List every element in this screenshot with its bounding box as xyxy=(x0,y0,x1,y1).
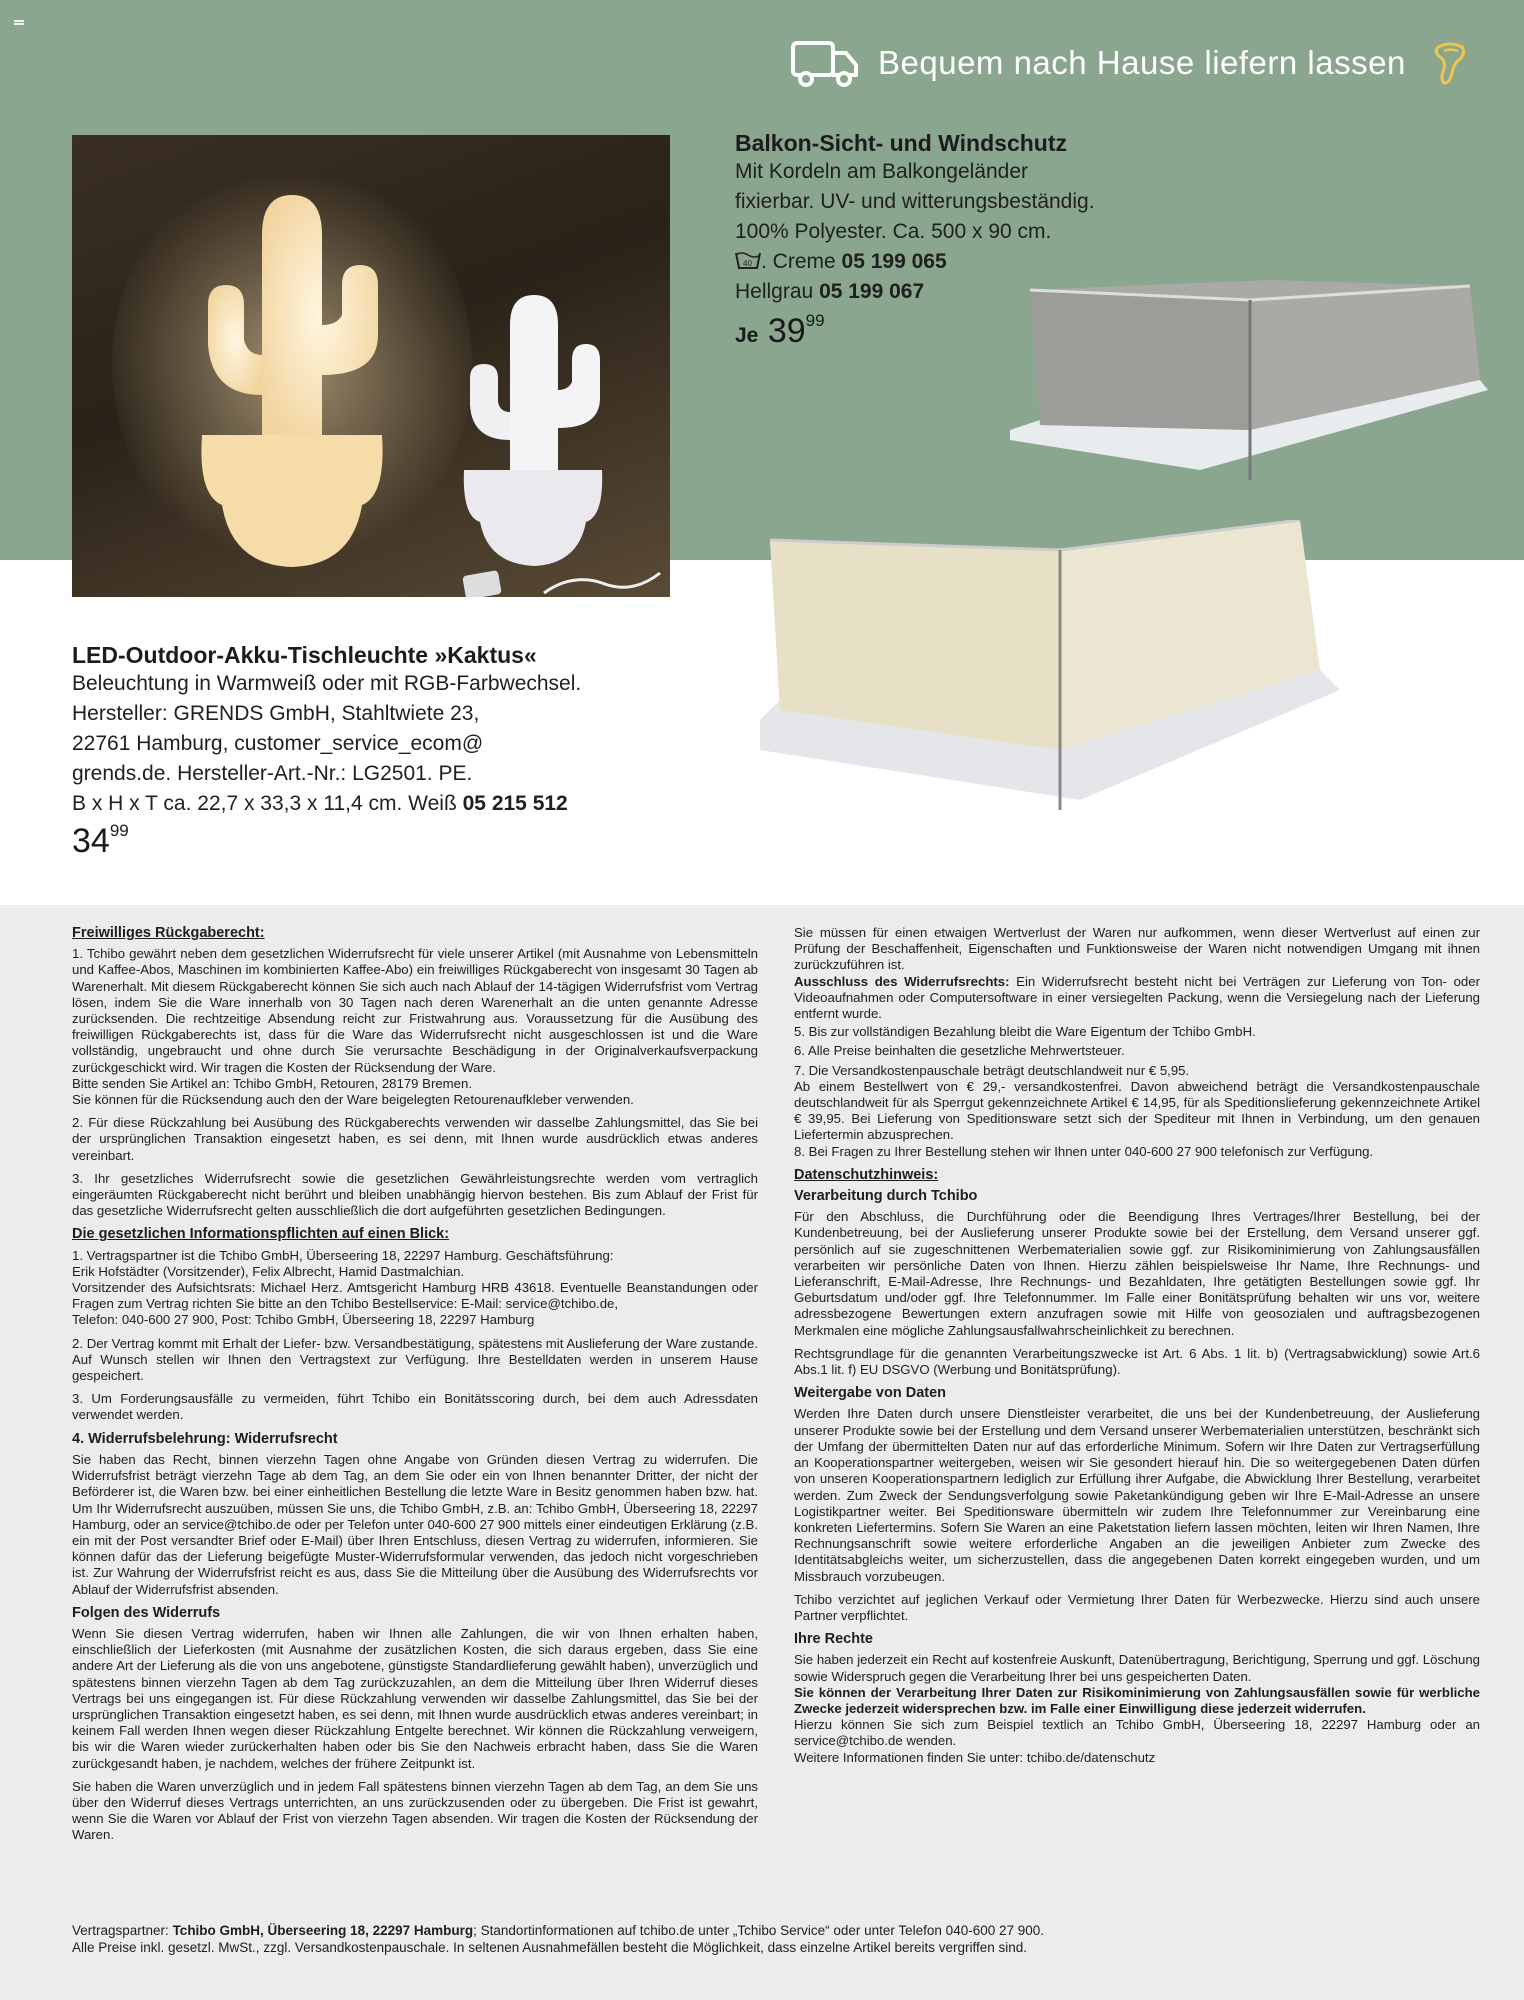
price-euros: 34 xyxy=(72,822,110,860)
heading-ihre-rechte: Ihre Rechte xyxy=(794,1631,873,1648)
legal-paragraph: Sie können der Verarbeitung Ihrer Daten zur Risikominimierung von Zahlungsausfällen sowie für werbliche Zwecke jederzeit widersprechen bzw. im Falle einer Einwilligung diese jederzeit widerrufen. xyxy=(794,1684,1480,1716)
balcony-creme-line xyxy=(735,247,1155,277)
legal-paragraph: Wenn Sie diesen Vertrag widerrufen, haben wir Ihnen alle Zahlungen, die wir von Ihnen erhalten haben, einschließlich der Lieferkosten (mit Ausnahme der zusätzlichen Kosten, die sich daraus ergeben, dass Sie eine andere Art der Lieferung als die von uns angebotene, günstigste Standardlieferung gewählt haben), unverzüglich und spätestens binnen vierzehn Tagen ab dem Tag zurückzuzahlen, an dem die Mitteilung über Ihren Widerruf dieses Vertrags bei uns eingegangen ist. Für diese Rückzahlung verwenden wir dasselbe Zahlungsmittel, das Sie bei der ursprünglichen Transaktion eingesetzt haben, es sei denn, mit Ihnen wurde ausdrücklich etwas anderes vereinbart; in keinem Fall werden Ihnen wegen dieser Rückzahlung Entgelte berechnet. Wir können die Rückzahlung verweigern, bis wir die Waren wieder zurückerhalten haben oder bis Sie den Nachweis erbracht haben, dass Sie die Waren zurückgesandt haben, je nachdem, welches der frühere Zeitpunkt ist. xyxy=(72,1625,758,1771)
legal-paragraph: 3. Um Forderungsausfälle zu vermeiden, führt Tchibo ein Bonitätsscoring durch, bei dem auch Adressdaten verwendet werden. xyxy=(72,1391,758,1423)
heading-weitergabe: Weitergabe von Daten xyxy=(794,1385,947,1402)
balcony-line-3: 100% Polyester. Ca. 500 x 90 cm. xyxy=(735,220,1052,243)
legal-paragraph: Sie können für die Rücksendung auch den der Ware beigelegten Retourenaufkleber verwenden. xyxy=(72,1092,634,1108)
cactus-line-4: grends.de. Hersteller-Art.-Nr.: LG2501. PE. xyxy=(72,762,473,785)
cactus-line-1: Beleuchtung in Warmweiß oder mit RGB-Farbwechsel. xyxy=(72,672,582,695)
legal-paragraph: Rechtsgrundlage für die genannten Verarbeitungszwecke ist Art. 6 Abs. 1 lit. b) (Vertragsabwicklung) sowie Art.6 Abs.1 lit. f) EU DSGVO (Werbung und Bonitätsprüfung). xyxy=(794,1345,1480,1378)
wash-40-icon xyxy=(735,250,761,270)
legal-paragraph: 8. Bei Fragen zu Ihrer Bestellung stehen wir Ihnen unter 040-600 27 900 telefonisch zur Verfügung. xyxy=(794,1143,1374,1159)
cactus-lamp-white xyxy=(442,280,622,570)
legal-paragraph: Erik Hofstädter (Vorsitzender), Felix Albrecht, Hamid Dastmalchian. xyxy=(72,1263,465,1279)
legal-paragraph: 2. Für diese Rückzahlung bei Ausübung des Rückgaberechts verwenden wir dasselbe Zahlungsmittel, das Sie bei der ursprünglichen Transaktion eingesetzt haben, es sei denn, mit Ihnen wurde ausdrücklich etwas anderes vereinbart. xyxy=(72,1115,758,1163)
hellgrau-label: Hellgrau xyxy=(735,280,814,303)
footer-line-1 xyxy=(72,1922,1462,1939)
cactus-dimensions: B x H x T ca. 22,7 x 33,3 x 11,4 cm. Weiß xyxy=(72,792,457,815)
cactus-price xyxy=(72,821,692,861)
legal-paragraph: Sie haben die Waren unverzüglich und in jedem Fall spätestens binnen vierzehn Tagen ab dem Tag, an dem Sie uns über den Widerruf dieses Vertrags unterrichten, an uns zurückzusenden oder zu übergeben. Die Frist ist gewahrt, wenn Sie die Waren vor Ablauf der Frist von vierzehn Tagen absenden. Wir tragen die Kosten der Rücksendung der Waren. xyxy=(72,1778,758,1843)
heading-verarbeitung: Verarbeitung durch Tchibo xyxy=(794,1188,978,1205)
balcony-line-1: Mit Kordeln am Balkongeländer xyxy=(735,160,1028,183)
cactus-title: LED-Outdoor-Akku-Tischleuchte »Kaktus« xyxy=(72,642,537,668)
legal-paragraph: Telefon: 040-600 27 900, Post: Tchibo GmbH, Überseering 18, 22297 Hamburg xyxy=(72,1312,535,1328)
price-cents: 99 xyxy=(805,311,825,330)
ausschluss-text: Ein Widerrufsrecht besteht nicht bei Verträgen zur Lieferung von Ton- oder Videoaufnahmen oder Computersoftware in einer versiegelten Packung, wenn die Versiegelung nach der Lieferung entfernt wurde. xyxy=(794,973,1480,1022)
remote-control xyxy=(462,570,502,597)
svg-text:40: 40 xyxy=(743,259,752,268)
cactus-line-3: 22761 Hamburg, customer_service_ecom@ xyxy=(72,732,484,755)
legal-paragraph: Für den Abschluss, die Durchführung oder die Beendigung Ihres Vertrages/Ihrer Bestellung, bei der Kundenbetreuung, bei der Auslieferung unserer Produkte sowie bei der Erstellung, dem Versand unserer ggf. persönlich auf sie zugeschnittenen Werbematerialien sowie ggf. zur Risikominimierung von Zahlungsausfällen verarbeiten wir persönliche Daten von Ihnen. Hierzu zählen beispielsweise Ihr Name, Ihre Rechnungs- und Lieferanschrift, E-Mail-Adresse, Ihre Rechnungs- und Bezahldaten, Ihre getätigten Bestellungen sowie ggf. Ihr Geburtsdatum und/oder ggf. Ihre Telefonnummer. Im Falle einer Bonitätsprüfung behalten wir uns vor, weitere adressbezogene Bewertungen extern anzufragen sowie mit Hilfe von geosozialen und auftragsbezogenen Merkmalen eine mögliche Zahlungsausfallwahrscheinlichkeit zu berechnen. xyxy=(794,1209,1480,1338)
truck-icon xyxy=(790,35,860,91)
legal-left-column xyxy=(72,925,758,1851)
legal-paragraph: Hierzu können Sie sich zum Beispiel textlich an Tchibo GmbH, Überseering 18, 22297 Hamburg oder an service@tchibo.de wenden. xyxy=(794,1717,1480,1749)
heading-rueckgaberecht: Freiwilliges Rückgaberecht: xyxy=(72,925,265,941)
legal-paragraph: Sie haben jederzeit ein Recht auf kostenfreie Auskunft, Datenübertragung, Berichtigung, Sperrung und ggf. Löschung sowie Widerspruch gegen die Verarbeitung Ihrer bei uns gespeicherten Daten. xyxy=(794,1652,1480,1684)
balcony-screen-product xyxy=(735,130,1155,351)
cactus-line-5 xyxy=(72,789,692,819)
cactus-line-2: Hersteller: GRENDS GmbH, Stahltwiete 23, xyxy=(72,702,480,725)
legal-paragraph: Sie haben das Recht, binnen vierzehn Tagen ohne Angabe von Gründen diesen Vertrag zu widerrufen. Die Widerrufsfrist beträgt vierzehn Tage ab dem Tag, an dem Sie oder ein von Ihnen benannter Dritter, der nicht der Beförderer ist, die Waren bzw. bei einer einheitlichen Bestellung die letzte Ware in Besitz genommen haben bzw. hat. Um Ihr Widerrufsrecht auszuüben, müssen Sie uns, die Tchibo GmbH, z.B. an: Tchibo GmbH, Überseering 18, 22297 Hamburg, oder an service@tchibo.de oder per Telefon unter 040-600 27 900 mittels einer eindeutigen Erklärung (z.B. ein mit der Post versandter Brief oder E-Mail) über Ihren Entschluss, diesen Vertrag zu widerrufen, informieren. Sie können dafür das der Lieferung beigefügte Muster-Widerrufsformular verwenden, das jedoch nicht vorgeschrieben ist. Zur Wahrung der Widerrufsfrist reicht es aus, dass Sie die Mitteilung über die Ausübung des Widerrufsrechts vor Ablauf der Widerrufsfrist absenden. xyxy=(72,1451,758,1597)
legal-paragraph: 7. Die Versandkostenpauschale beträgt deutschlandweit nur € 5,95. xyxy=(794,1062,1190,1078)
legal-paragraph: 3. Ihr gesetzliches Widerrufsrecht sowie die gesetzlichen Gewährleistungsrechte werden vom vertraglich eingeräumten Rückgaberecht nicht berührt und bleiben unabhängig hiervon bestehen. Bis zum Ablauf der Frist für das gesetzliche Widerrufsrecht gelten ausschließlich die dort aufgeführten gesetzlichen Bedingungen. xyxy=(72,1170,758,1219)
cactus-article-nr: 05 215 512 xyxy=(462,792,568,815)
legal-paragraph: 1. Vertragspartner ist die Tchibo GmbH, Überseering 18, 22297 Hamburg. Geschäftsführung: xyxy=(72,1247,614,1263)
footer-line-2: Alle Preise inkl. gesetzl. MwSt., zzgl. Versandkostenpauschale. In seltenen Ausnahmefällen besteht die Möglichkeit, dass einzelne Artikel bereits vergriffen sind. xyxy=(72,1940,1028,1955)
cream-balcony-screen-image xyxy=(760,520,1360,820)
datenschutz-link[interactable]: Weitere Informationen finden Sie unter: tchibo.de/datenschutz xyxy=(794,1749,1156,1765)
heading-folgen-widerruf: Folgen des Widerrufs xyxy=(72,1604,221,1621)
balcony-price xyxy=(735,311,1155,351)
hellgrau-article-nr: 05 199 067 xyxy=(819,280,925,303)
price-prefix: Je xyxy=(735,324,759,347)
balcony-title: Balkon-Sicht- und Windschutz xyxy=(735,130,1067,156)
tchibo-logo-icon xyxy=(1430,39,1470,87)
price-euros: 39 xyxy=(767,312,806,350)
delivery-banner xyxy=(790,30,1510,96)
heading-informationspflichten: Die gesetzlichen Informationspflichten auf einen Blick: xyxy=(72,1226,450,1243)
legal-paragraph: 1. Tchibo gewährt neben dem gesetzlichen Widerrufsrecht für viele unserer Artikel (mit Ausnahme von Lebensmitteln und Kaffee-Abos, Maschinen im kombinierten Kaffee-Abo) ein freiwilliges Rückgaberecht von insgesamt 30 Tagen ab Warenerhalt. Mit diesem Rückgaberecht können Sie sich auch nach Ablauf der 14-tägigen Widerrufsfrist vom Vertrag lösen, indem Sie die Ware innerhalb von 30 Tagen nach deren Warenerhalt an die unten genannte Adresse zurücksenden. Die rechtzeitige Absendung reicht zur Fristwahrung aus. Voraussetzung für die Ausübung des freiwilligen Rückgaberechts ist, dass für die Ware das Widerrufsrecht nicht ausgeschlossen ist und die Ware vollständig, ungebraucht und ohne durch Sie verursachte Beschädigung in der Originalverkaufsverpackung zurückgeschickt wird. Wir tragen die Kosten der Rücksendung der Ware. xyxy=(72,946,758,1075)
cactus-lamp-photo xyxy=(72,135,670,597)
legal-paragraph: 5. Bis zur vollständigen Bezahlung bleibt die Ware Eigentum der Tchibo GmbH. xyxy=(794,1024,1256,1040)
footer xyxy=(72,1922,1462,1956)
footer-contact: ; Standortinformationen auf tchibo.de unter „Tchibo Service“ oder unter Telefon 040-600 27 900. xyxy=(473,1923,1045,1938)
cactus-lamp-warm xyxy=(172,175,412,575)
creme-label: . Creme xyxy=(761,250,836,273)
ausschluss-label: Ausschluss des Widerrufsrechts: xyxy=(794,973,1010,989)
legal-paragraph: Vorsitzender des Aufsichtsrats: Michael Herz. Amtsgericht Hamburg HRB 43618. Eventuelle Beanstandungen oder Fragen zum Vertrag richten Sie bitte an den Tchibo Bestellservice: E-Mail: service@tchibo.de, xyxy=(72,1280,758,1312)
legal-paragraph: 2. Der Vertrag kommt mit Erhalt der Liefer- bzw. Versandbestätigung, spätestens mit Auslieferung der Ware zustande. Auf Wunsch stellen wir Ihnen den Vertragstext zur Verfügung. Ihre Bestelldaten werden in unserem Hause gespeichert. xyxy=(72,1335,758,1384)
legal-paragraph: Tchibo verzichtet auf jeglichen Verkauf oder Vermietung Ihrer Daten für Werbezwecke. Hierzu sind auch unsere Partner verpflichtet. xyxy=(794,1591,1480,1623)
footer-company: Tchibo GmbH, Überseering 18, 22297 Hamburg xyxy=(172,1923,474,1938)
usb-cable xyxy=(542,563,662,597)
legal-paragraph xyxy=(794,974,1480,1023)
heading-datenschutz: Datenschutzhinweis: xyxy=(794,1166,939,1183)
cactus-lamp-product xyxy=(72,642,692,861)
footer-prefix: Vertragspartner: xyxy=(72,1923,173,1938)
legal-paragraph: 6. Alle Preise beinhalten die gesetzliche Mehrwertsteuer. xyxy=(794,1043,1125,1059)
legal-paragraph: Bitte senden Sie Artikel an: Tchibo GmbH, Retouren, 28179 Bremen. xyxy=(72,1075,473,1091)
balcony-line-2: fixierbar. UV- und witterungsbeständig. xyxy=(735,190,1095,213)
legal-right-column xyxy=(794,925,1480,1766)
banner-text: Bequem nach Hause liefern lassen xyxy=(878,44,1406,81)
legal-paragraph: Sie müssen für einen etwaigen Wertverlust der Waren nur aufkommen, wenn dieser Wertverlust auf einen zur Prüfung der Beschaffenheit, Eigenschaften und Funktionsweise der Waren nicht notwendigen Umgang mit ihnen zurückzuführen ist. xyxy=(794,925,1480,973)
balcony-hellgrau-line xyxy=(735,277,1155,307)
heading-widerrufsrecht: 4. Widerrufsbelehrung: Widerrufsrecht xyxy=(72,1430,338,1447)
creme-article-nr: 05 199 065 xyxy=(841,250,947,273)
legal-paragraph: Werden Ihre Daten durch unsere Dienstleister verarbeitet, die uns bei der Kundenbetreuung, der Auslieferung unserer Produkte sowie bei der Erstellung und dem Versand unserer Werbematerialien unterstützen, beschränkt sich der Umfang der übermittelten Daten nur auf das erforderliche Minimum. Sofern wir Ihre Daten zur Vertragserfüllung an Kooperationspartner weitergeben, weisen wir Sie gesondert hierauf hin. Die so weitergegebenen Daten dürfen von unseren Kooperationspartnern lediglich zur Erfüllung ihrer Aufgabe, die Abwicklung Ihrer Bestellung, verarbeitet werden. Zum Zweck der Sendungsverfolgung sowie Paketankündigung geben wir Ihre E-Mail-Adresse an unsere Logistikpartner weiter. Bei Speditionsware übermitteln wir zudem Ihre Telefonnummer zur Vereinbarung eine konkreten Liefertermins. Sofern Sie Waren an eine Paketstation liefern lassen möchten, leiten wir Ihren Namen, Ihre Rechnungsanschrift sowie weitere erforderliche Angaben an die jeweiligen Anbieter zum Zwecke des Identitätsabgleichs weiter, um sicherzustellen, dass die angegebenen Daten korrekt eingegeben wurden, und um Missbrauch vorzubeugen. xyxy=(794,1406,1480,1584)
menu-icon[interactable] xyxy=(14,20,24,25)
price-cents: 99 xyxy=(109,821,129,840)
legal-paragraph: Ab einem Bestellwert von € 29,- versandkostenfrei. Davon abweichend beträgt die Versandkostenpauschale deutschlandweit für als Sperrgut gekennzeichnete Artikel € 14,95, für als Speditionslieferung gekennzeichnete Artikel € 39,95. Bei Lieferung von Speditionsware setzt sich der Spediteur mit Ihnen in Verbindung, um den genauen Liefertermin abzusprechen. xyxy=(794,1078,1480,1143)
